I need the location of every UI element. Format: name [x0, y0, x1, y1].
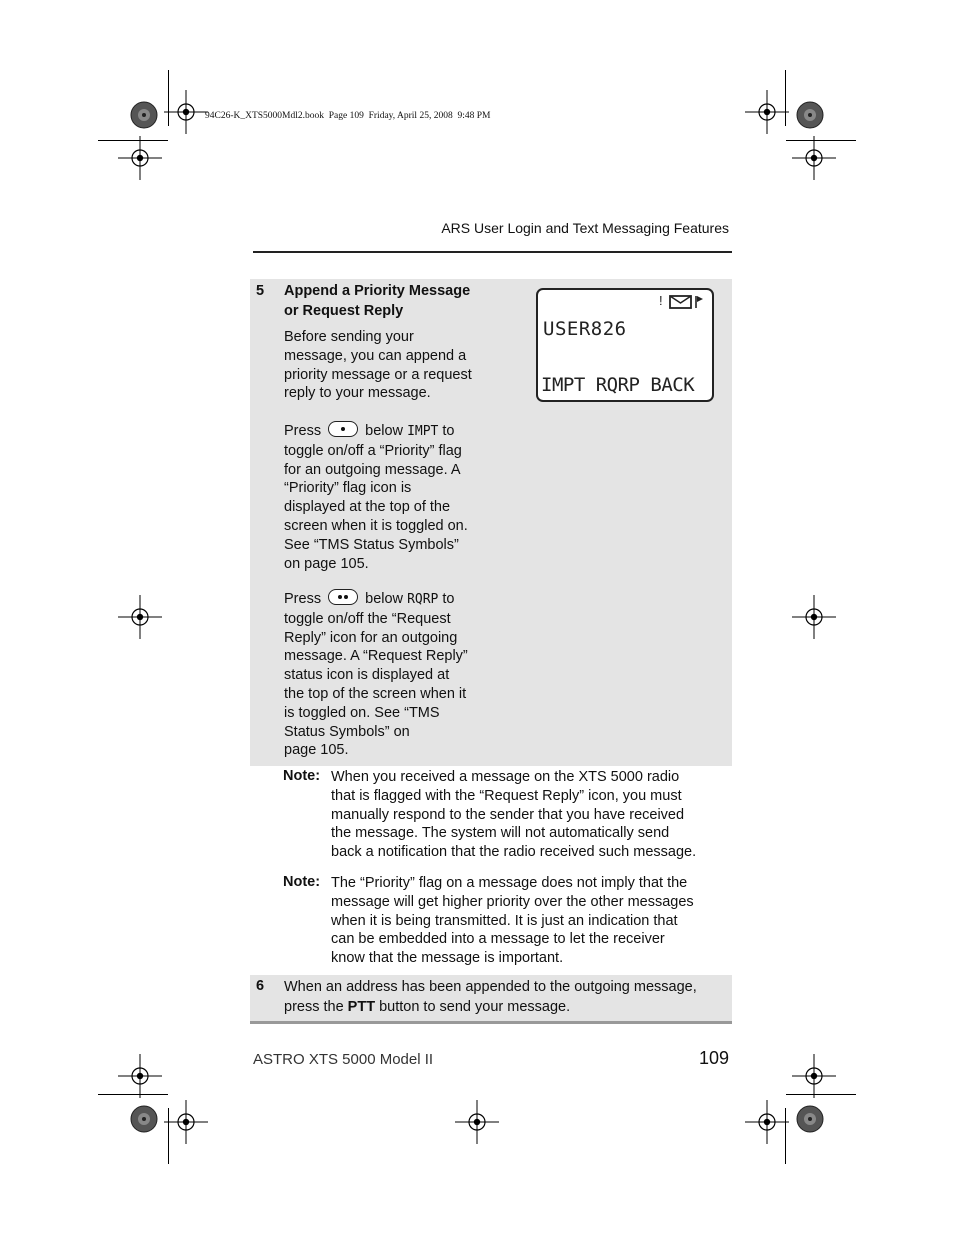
step-5-intro [284, 328, 472, 403]
step-5-title-line1: Append a Priority Message [284, 283, 471, 299]
note-line: The “Priority” flag on a message does not imply that the [331, 875, 688, 891]
note-line: manually respond to the sender that you have received [331, 806, 685, 823]
step-5-title [284, 281, 470, 321]
rqrp-line: Status Symbols” on [284, 723, 410, 740]
step-6-line2 [284, 997, 697, 1017]
rqrp-softkey-label: RQRP [407, 592, 439, 607]
rqrp-line: page 105. [284, 742, 349, 759]
step-6-number: 6 [256, 978, 265, 994]
impt-line: “Priority” flag icon is [284, 480, 412, 497]
step-6-rule [250, 1021, 732, 1024]
rqrp-line: the top of the screen when it [284, 685, 467, 702]
step-6-text [284, 977, 697, 1017]
impt-line: See “TMS Status Symbols” [284, 536, 459, 553]
note-2-text [331, 874, 694, 968]
impt-first-line [284, 422, 468, 442]
step-6-line1: When an address has been appended to the outgoing message, [284, 979, 697, 995]
intro-line: Before sending your [284, 329, 414, 345]
step-6-text-pre: press the [284, 999, 348, 1015]
note-line: When you received a message on the XTS 5000 radio [331, 769, 680, 785]
impt-line: displayed at the top of the [284, 499, 451, 516]
intro-line: priority message or a request [284, 366, 472, 383]
note-line: message will get higher priority over the other messages [331, 893, 694, 910]
impt-line: screen when it is toggled on. [284, 517, 468, 534]
rqrp-line: toggle on/off the “Request [284, 610, 451, 627]
intro-line: message, you can append a [284, 347, 467, 364]
impt-line: on page 105. [284, 555, 369, 572]
softkey-2-button-icon [328, 589, 358, 605]
to-text: to [442, 423, 455, 439]
rqrp-first-line [284, 590, 468, 610]
header-rule [253, 251, 732, 253]
note-2-label: Note: [283, 874, 321, 890]
page-header-title: ARS User Login and Text Messaging Features [441, 220, 729, 236]
rqrp-line: status icon is displayed at [284, 667, 450, 684]
step-5-title-line2: or Request Reply [284, 303, 404, 319]
rqrp-line: is toggled on. See “TMS [284, 704, 440, 721]
note-1-label: Note: [283, 768, 321, 784]
ptt-button-label: PTT [347, 999, 376, 1015]
envelope-reply-icon [669, 294, 709, 310]
note-line: know that the message is important. [331, 950, 564, 967]
step-6-text-post: button to send your message. [375, 999, 571, 1015]
display-user-line: USER826 [543, 318, 627, 340]
impt-paragraph [284, 422, 468, 573]
note-line: can be embedded into a message to let the receiver [331, 931, 665, 948]
below-text: below [365, 423, 404, 439]
intro-line: reply to your message. [284, 385, 431, 402]
note-1-text [331, 768, 696, 862]
display-softkey-labels: IMPT RQRP BACK [541, 374, 695, 396]
to-text: to [442, 591, 455, 607]
print-info: 94C26-K_XTS5000Mdl2.book Page 109 Friday, April 25, 2008 9:48 PM [205, 111, 491, 121]
note-line: the message. The system will not automatically send [331, 825, 670, 842]
softkey-1-button-icon [328, 421, 358, 437]
press-text: Press [284, 423, 322, 439]
step-5-number: 5 [256, 283, 265, 299]
footer-model: ASTRO XTS 5000 Model II [253, 1051, 434, 1068]
note-line: back a notification that the radio received such message. [331, 844, 697, 861]
note-line: that is flagged with the “Request Reply” icon, you must [331, 787, 682, 804]
radio-display [536, 288, 714, 402]
priority-flag-icon: ! [659, 293, 663, 308]
rqrp-line: Reply” icon for an outgoing [284, 629, 458, 646]
impt-line: for an outgoing message. A [284, 461, 461, 478]
note-line: when it is being transmitted. It is just an indication that [331, 912, 678, 929]
impt-line: toggle on/off a “Priority” flag [284, 442, 462, 459]
rqrp-line: message. A “Request Reply” [284, 648, 468, 665]
rqrp-paragraph [284, 590, 468, 760]
below-text: below [365, 591, 404, 607]
page-number: 109 [698, 1048, 729, 1068]
impt-softkey-label: IMPT [407, 424, 439, 439]
press-text: Press [284, 591, 322, 607]
